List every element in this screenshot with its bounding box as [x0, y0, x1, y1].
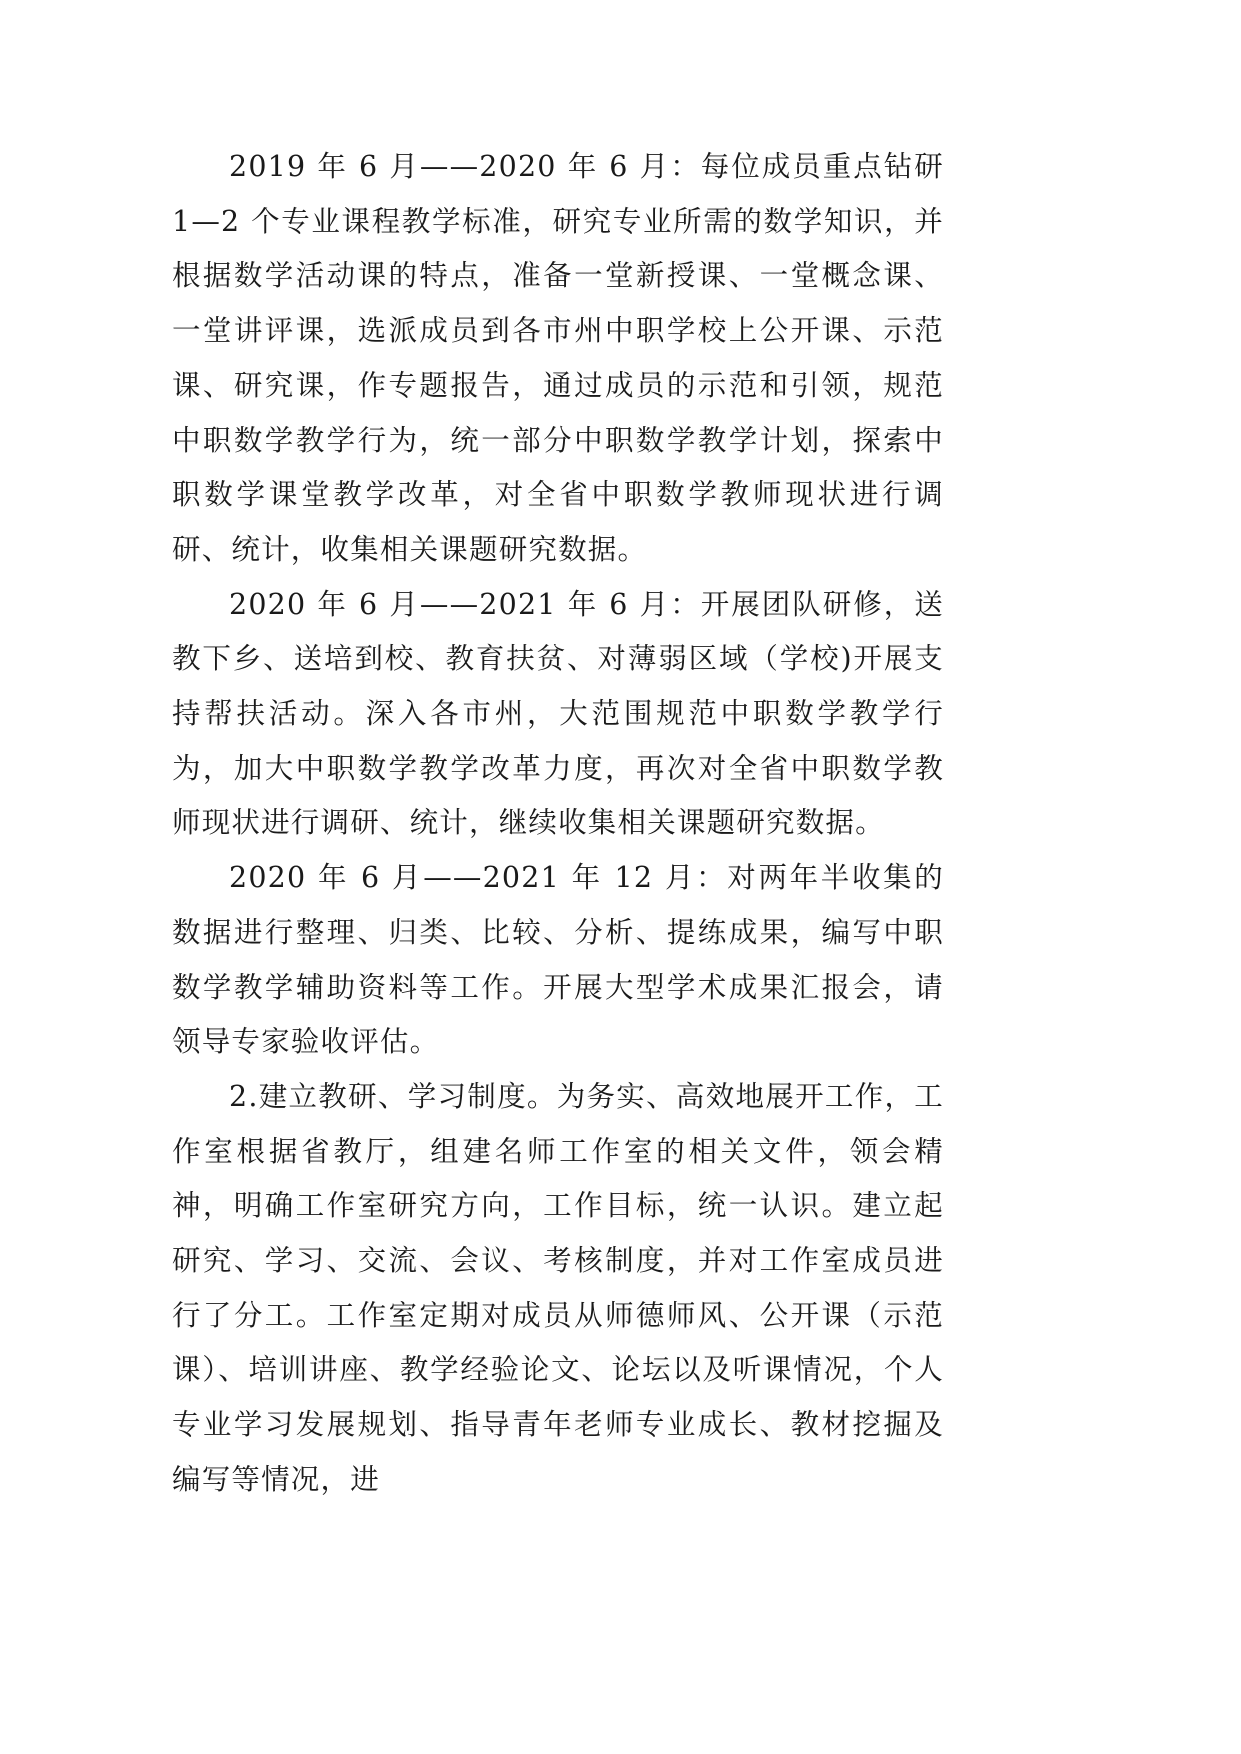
- paragraph-schedule-2019-2020: 2019 年 6 月——2020 年 6 月：每位成员重点钻研 1—2 个专业课程教学标准，研究专业所需的数学知识，并根据数学活动课的特点，准备一堂新授课、一堂概念课、一堂讲评课，选派成员到各市州中职学校上公开课、示范课、研究课，作专题报告，通过成员的示范和引领，规范中职数学教学行为，统一部分中职数学教学计划，探索中职数学课堂教学改革，对全省中职数学教师现状进行调研、统计，收集相关课题研究数据。: [172, 150, 944, 566]
- paragraph-schedule-2020-2021-dec: 2020 年 6 月——2021 年 12 月：对两年半收集的数据进行整理、归类、比较、分析、提练成果，编写中职数学教学辅助资料等工作。开展大型学术成果汇报会，请领导专家验收评估。: [172, 861, 944, 1059]
- paragraph-research-system: 2.建立教研、学习制度。为务实、高效地展开工作，工作室根据省教厅，组建名师工作室的相关文件，领会精神，明确工作室研究方向，工作目标，统一认识。建立起研究、学习、交流、会议、考核制度，并对工作室成员进行了分工。工作室定期对成员从师德师风、公开课（示范课）、培训讲座、教学经验论文、论坛以及听课情况，个人专业学习发展规划、指导青年老师专业成长、教材挖掘及编写等情况，进: [172, 1079, 944, 1496]
- document-body: [172, 140, 944, 1508]
- paragraph-schedule-2020-2021: 2020 年 6 月——2021 年 6 月：开展团队研修，送教下乡、送培到校、教育扶贫、对薄弱区域（学校)开展支持帮扶活动。深入各市州，大范围规范中职数学教学行为，加大中职数学教学改革力度，再次对全省中职数学教师现状进行调研、统计，继续收集相关课题研究数据。: [172, 587, 944, 840]
